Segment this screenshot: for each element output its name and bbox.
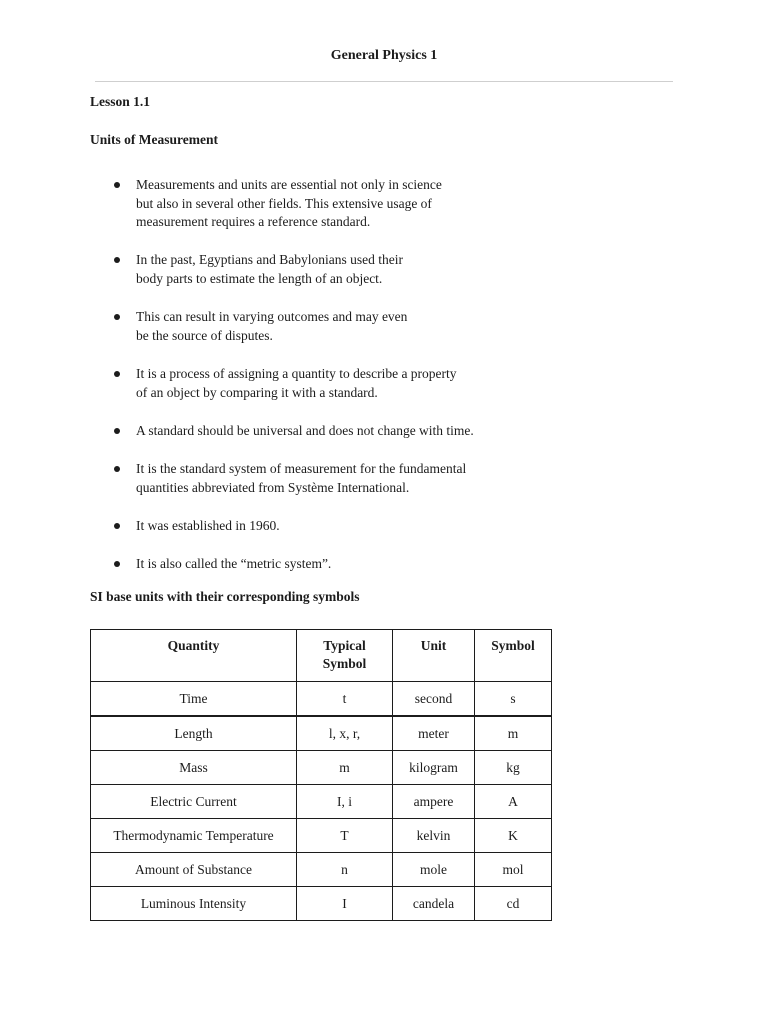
bullet-icon (114, 561, 120, 567)
cell-symbol: K (475, 819, 552, 853)
table-row (91, 819, 552, 853)
cell-symbol: kg (475, 751, 552, 785)
header-quantity: Quantity (91, 630, 297, 682)
lesson-label: Lesson 1.1 (90, 94, 151, 109)
bullet-icon (114, 314, 120, 320)
table-row (91, 716, 552, 751)
cell-symbol: mol (475, 853, 552, 887)
cell-quantity: Length (91, 716, 297, 751)
cell-unit: meter (393, 716, 475, 751)
table-row (91, 785, 552, 819)
bullet-text: Measurements and units are essential not only in science but also in several other fields. This extensive usage of measurement requires a reference standard. (136, 177, 442, 229)
bullet-text: A standard should be universal and does not change with time. (136, 423, 474, 438)
bullet-text: It is the standard system of measurement for the fundamental quantities abbreviated from Système International. (136, 461, 467, 495)
table-heading: SI base units with their corresponding symbols (90, 589, 360, 604)
bullet-icon (114, 182, 120, 188)
cell-quantity: Thermodynamic Temperature (91, 819, 297, 853)
cell-quantity: Amount of Substance (91, 853, 297, 887)
section-heading: Units of Measurement (90, 132, 218, 147)
cell-unit: mole (393, 853, 475, 887)
table-row (91, 751, 552, 785)
si-units-table (90, 629, 552, 921)
cell-unit: ampere (393, 785, 475, 819)
cell-symbol: A (475, 785, 552, 819)
table-row (91, 682, 552, 717)
cell-typical-symbol: n (297, 853, 393, 887)
cell-typical-symbol: l, x, r, (297, 716, 393, 751)
cell-unit: second (393, 682, 475, 717)
cell-typical-symbol: t (297, 682, 393, 717)
cell-quantity: Time (91, 682, 297, 717)
table-header-row (91, 630, 552, 682)
bullet-text: It is a process of assigning a quantity to describe a property of an object by comparing it with a standard. (136, 366, 457, 400)
table-row (91, 887, 552, 921)
header-unit: Unit (393, 630, 475, 682)
title-divider (95, 81, 673, 82)
bullet-text: It was established in 1960. (136, 518, 280, 533)
bullet-text: This can result in varying outcomes and may even be the source of disputes. (136, 309, 408, 343)
cell-unit: candela (393, 887, 475, 921)
cell-symbol: m (475, 716, 552, 751)
cell-unit: kelvin (393, 819, 475, 853)
header-symbol: Symbol (475, 630, 552, 682)
table-row (91, 853, 552, 887)
cell-typical-symbol: I (297, 887, 393, 921)
cell-typical-symbol: T (297, 819, 393, 853)
cell-typical-symbol: I, i (297, 785, 393, 819)
bullet-text: It is also called the “metric system”. (136, 556, 332, 571)
cell-symbol: cd (475, 887, 552, 921)
bullet-icon (114, 257, 120, 263)
cell-symbol: s (475, 682, 552, 717)
cell-quantity: Luminous Intensity (91, 887, 297, 921)
header-typical-symbol: Typical Symbol (297, 630, 393, 682)
cell-typical-symbol: m (297, 751, 393, 785)
bullet-icon (114, 371, 120, 377)
cell-unit: kilogram (393, 751, 475, 785)
bullet-icon (114, 428, 120, 434)
cell-quantity: Electric Current (91, 785, 297, 819)
bullet-text: In the past, Egyptians and Babylonians used their body parts to estimate the length of an object. (136, 252, 403, 286)
page-title: General Physics 1 (330, 48, 438, 63)
bullet-icon (114, 466, 120, 472)
bullet-icon (114, 523, 120, 529)
cell-quantity: Mass (91, 751, 297, 785)
